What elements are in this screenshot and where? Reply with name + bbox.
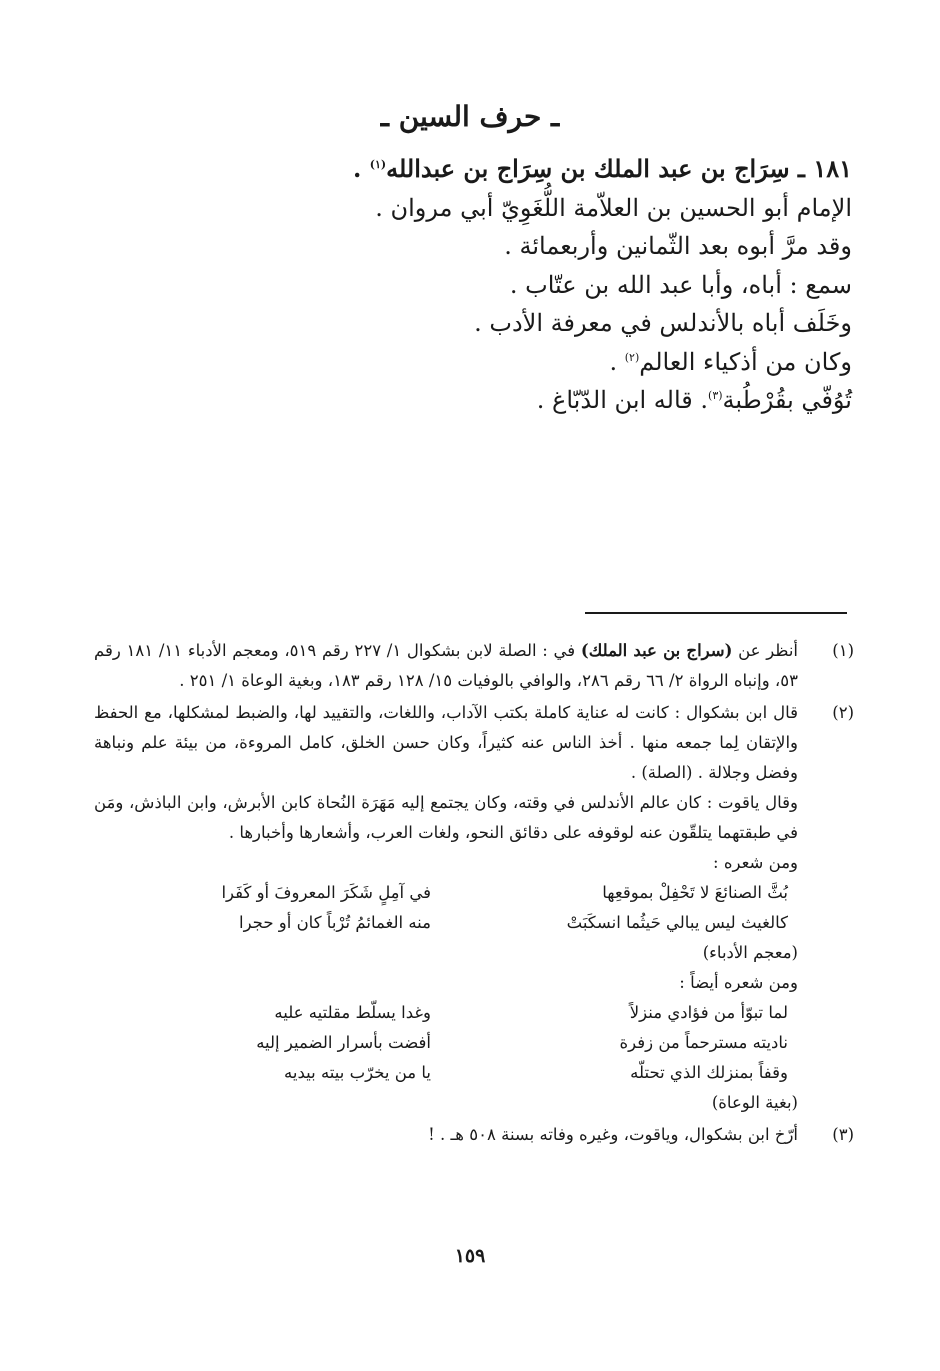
footnote-separator	[585, 612, 847, 614]
entry-line: سمع : أباه، وأبا عبد الله بن عتّاب .	[509, 270, 852, 299]
footnote-subject: (سراج بن عبد الملك)	[580, 641, 733, 660]
verse-hemistich: ناديته مسترحماً من زفرة	[619, 1033, 788, 1052]
footnote-number: (٢)	[832, 703, 854, 722]
footnote-sources: في : الصلة لابن بشكوال ١/ ٢٢٧ رقم ٥١٩، ومعجم الأدباء ١١/ ١٨١ رقم ٥٣، وإنباه الرواة ٢/ ٦٦ رقم ٢٨٦، والوافي بالوفيات ١٥/ ١٢٨ رقم ١٨٣، وبغية الوعاة ١/ ٢٥١ .	[94, 641, 798, 690]
entry-title: ١٨١ ـ سِرَاج بن عبد الملك بن سِرَاج بن عبدالله$^{(١)}$ .	[353, 154, 852, 183]
footnote-mark-2: (٢)	[624, 350, 640, 364]
poetry-intro: ومن شعره :	[713, 853, 798, 872]
footnote-3	[94, 1120, 854, 1150]
poetry-intro: ومن شعره أيضاً :	[679, 973, 798, 992]
verse-hemistich: منه الغمائمُ تُرْباً كان أو حجرا	[238, 913, 431, 932]
entry-title-text: ١٨١ ـ سِرَاج بن عبد الملك بن سِرَاج بن عبدالله	[386, 154, 852, 183]
entry-line: وقد مرَّ أبوه بعد الثّمانين وأربعمائة .	[504, 232, 852, 260]
verse-hemistich: وقفاً بمنزلك الذي تحتلّه	[630, 1063, 788, 1082]
verse-hemistich: لما تبوّأ من فؤادي منزلاً	[629, 1003, 788, 1022]
poem-source: (معجم الأدباء)	[702, 943, 798, 962]
footnote-number: (٣)	[832, 1125, 854, 1144]
verse-hemistich: وغدا يسلّط مقلتيه عليه	[274, 1003, 431, 1022]
footnote-lead: أنظر عن	[732, 641, 799, 660]
entry-line: وخَلَف أباه بالأندلس في معرفة الأدب .	[474, 309, 852, 337]
poem-source: (بغية الوعاة)	[711, 1093, 798, 1112]
entry-line-text: تُوُفّي بقُرْطُبة	[722, 386, 852, 414]
entry-line	[132, 343, 852, 382]
verse-hemistich: أفضت بأسرار الضمير إليه	[256, 1033, 431, 1052]
verse-hemistich: كالغيث ليس يبالي حَيثُما انسكَبَتْ	[566, 913, 788, 932]
footnote-number: (١)	[832, 641, 854, 660]
footnote-mark-3: (٣)	[708, 389, 723, 402]
entry-line-tail: . قاله ابن الدّبّاغ .	[536, 386, 709, 414]
footnote-paragraph: قال ابن بشكوال : كانت له عناية كاملة بكتب الآداب، واللغات، والتقييد لها، والضبط لمشكلها، مع الحفظ والإتقان لِما جمعه منها . أخذ الناس عنه كثيراً، وكان حسن الخلق، كامل المروءة، من بيئة علم ونباهة وفضل وجلالة . (الصلة) .	[94, 703, 798, 782]
entry-line-text: وكان من أذكياء العالم	[639, 347, 852, 376]
footnote-2	[94, 698, 854, 1118]
footnote-text	[94, 636, 798, 696]
entry-line	[132, 381, 852, 420]
verse-hemistich: في آمِلٍ شَكَرَ المعروفَ أو كَفَرا	[221, 883, 431, 902]
footnote-mark-1: (١)	[369, 158, 387, 171]
section-heading: ـ حرف السين ـ	[380, 100, 560, 133]
entry-line: الإمام أبو الحسين بن العلاّمة اللُّغَوِيّ أبي مروان .	[375, 193, 852, 222]
verse-hemistich: بُثَّ الصنائعَ لا تَحْفِلْ بموقعِها	[602, 883, 788, 902]
page-number: ١٥٩	[454, 1245, 486, 1267]
entry-body	[132, 150, 852, 420]
poem-1	[134, 878, 788, 938]
footnotes	[94, 636, 854, 1150]
footnote-text: أرّخ ابن بشكوال، وياقوت، وغيره وفاته بسنة ٥٠٨ هـ . !	[428, 1125, 798, 1144]
footnote-paragraph: وقال ياقوت : كان عالم الأندلس في وقته، وكان يجتمع إليه مَهَرَة النُحاة كابن الأبرش، وابن الباذش، ومَن في طبقتهما يتلقّون عنه لوقوفه على دقائق النحو، ولغات العرب، وأشعارها وأخبارها .	[94, 793, 798, 842]
footnote-1	[94, 636, 854, 696]
verse-hemistich: يا من يخرّب بيته بيديه	[284, 1063, 431, 1082]
entry-line-tail: .	[609, 347, 625, 376]
poem-2	[134, 998, 788, 1088]
